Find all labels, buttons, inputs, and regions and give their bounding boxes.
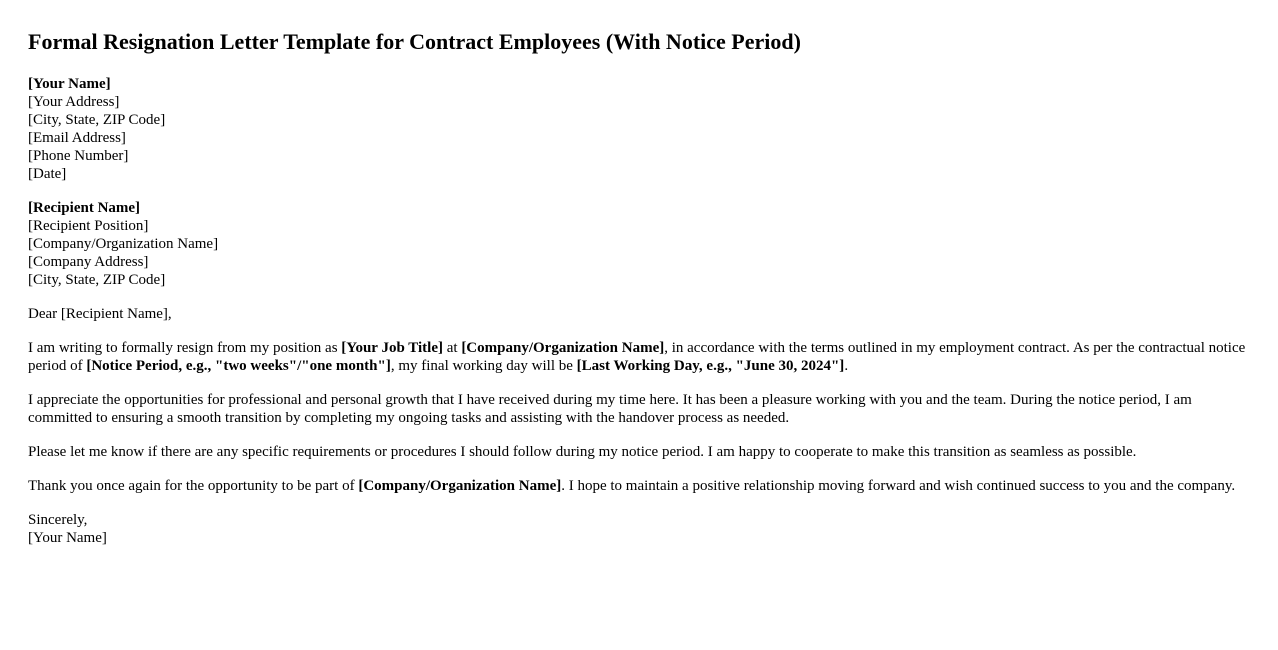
closing-block: [28, 511, 1258, 547]
job-title-placeholder: [Your Job Title]: [341, 340, 443, 356]
notice-period-placeholder: [Notice Period, e.g., "two weeks"/"one month"]: [86, 358, 391, 374]
recipient-city-state-zip: [City, State, ZIP Code]: [28, 272, 166, 288]
p1-text-3: , in accordance with the terms outlined in my employment contract. As per the contractual notice period of: [28, 340, 1246, 374]
recipient-address: [Company Address]: [28, 254, 149, 270]
last-working-day-placeholder: [Last Working Day, e.g., "June 30, 2024"]: [576, 358, 845, 374]
p4-text-1: Thank you once again for the opportunity to be part of: [28, 478, 359, 494]
company-placeholder-2: [Company/Organization Name]: [358, 478, 562, 494]
paragraph-appreciation: I appreciate the opportunities for professional and personal growth that I have received during my time here. It has been a pleasure working with you and the team. During the notice period, I am committed to ensuring a smooth transition by completing my ongoing tasks and assisting with the handover process as needed.: [28, 392, 1192, 426]
paragraph-thanks: [28, 477, 1258, 495]
recipient-company: [Company/Organization Name]: [28, 236, 219, 252]
sender-phone: [Phone Number]: [28, 148, 129, 164]
p1-text-1: I am writing to formally resign from my position as: [28, 340, 342, 356]
recipient-block: [28, 199, 1258, 289]
signoff: Sincerely,: [28, 512, 88, 528]
p1-text-2: at: [442, 340, 462, 356]
sender-email: [Email Address]: [28, 130, 126, 146]
sender-city-state-zip: [City, State, ZIP Code]: [28, 112, 166, 128]
sender-name: [Your Name]: [28, 76, 111, 92]
p1-text-4: , my final working day will be: [390, 358, 577, 374]
p4-text-2: . I hope to maintain a positive relationship moving forward and wish continued success to you and the company.: [561, 478, 1236, 494]
sender-block: [28, 75, 1258, 183]
signature-name: [Your Name]: [28, 530, 107, 546]
paragraph-intent: [28, 339, 1258, 375]
recipient-position: [Recipient Position]: [28, 218, 149, 234]
recipient-name: [Recipient Name]: [28, 200, 141, 216]
p1-text-5: .: [844, 358, 849, 374]
sender-address: [Your Address]: [28, 94, 120, 110]
company-placeholder: [Company/Organization Name]: [461, 340, 665, 356]
paragraph-requirements: Please let me know if there are any specific requirements or procedures I should follow during my notice period. I am happy to cooperate to make this transition as seamless as possible.: [28, 444, 1137, 460]
salutation: Dear [Recipient Name],: [28, 306, 172, 322]
sender-date: [Date]: [28, 166, 67, 182]
page-title: Formal Resignation Letter Template for Contract Employees (With Notice Period): [28, 29, 801, 54]
